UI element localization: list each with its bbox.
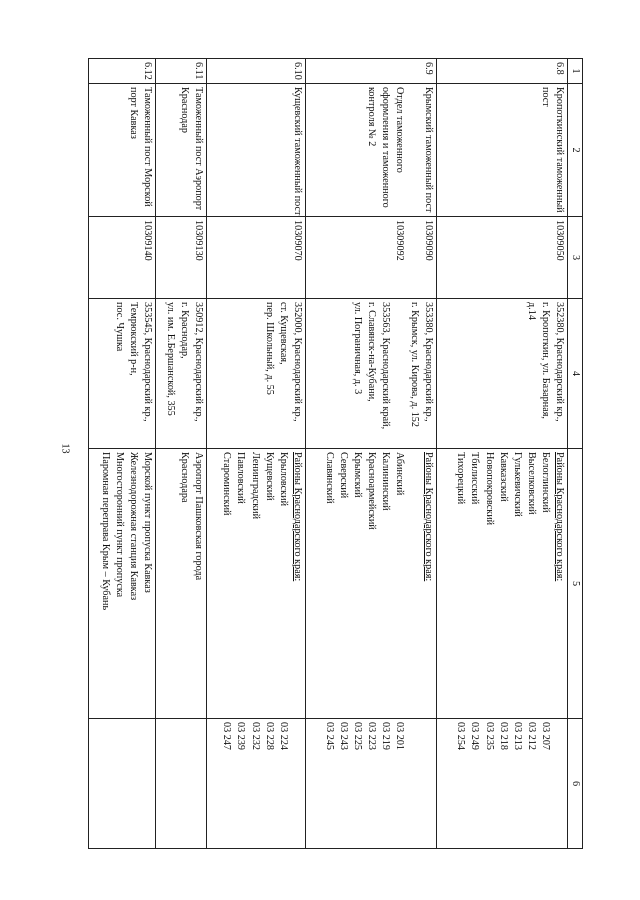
region-name: Аэропорт Пашковская города xyxy=(193,452,205,581)
region-name: Морской пункт пропуска Кавказ xyxy=(142,452,153,593)
region-code: 03 201 xyxy=(394,722,406,751)
post-code-cell xyxy=(305,217,437,299)
region-code: 03 243 xyxy=(338,722,349,751)
address-cell xyxy=(305,299,437,449)
region-name: Гулькевичский xyxy=(511,452,523,517)
region-name: Паромная переправа Крым – Кубань xyxy=(99,452,111,611)
table-row xyxy=(437,59,568,849)
region-code: 03 254 xyxy=(455,722,467,751)
row-number: 6.9 xyxy=(305,59,437,84)
address-cell xyxy=(437,299,568,449)
address-line: г. Краснодар, xyxy=(178,302,190,359)
table-row xyxy=(305,59,437,849)
region-code: 03 207 xyxy=(539,722,551,751)
region-codes-cell xyxy=(156,719,207,849)
post-name-cell xyxy=(207,84,306,217)
region-name: Многосторонний пункт пропуска xyxy=(113,452,125,598)
address-cell xyxy=(89,299,156,449)
region-name: Новопокровский xyxy=(483,452,495,526)
region-code: 03 228 xyxy=(263,722,275,751)
post-name-cell xyxy=(305,84,437,217)
region-code: 03 245 xyxy=(323,722,335,751)
address-line: Темрюкский р-н, xyxy=(127,302,139,376)
region-codes-cell xyxy=(89,719,156,849)
region-name: Выселковский xyxy=(525,452,537,515)
header-cell: 2 xyxy=(567,84,582,217)
post-code-cell xyxy=(207,217,306,299)
region-name: Краснодара xyxy=(178,452,190,503)
region-name: Тихорецкий xyxy=(455,452,467,505)
region-name: Староминский xyxy=(221,452,233,516)
region-name: Северский xyxy=(338,452,349,499)
region-code: 03 232 xyxy=(249,722,261,751)
header-row xyxy=(567,59,582,849)
region-name: Павловский xyxy=(235,452,247,504)
post-code-cell xyxy=(156,217,207,299)
regions-cell xyxy=(437,449,568,719)
post-name-line: Таможенный пост Аэропорт xyxy=(193,87,205,211)
address-line: ст. Кущевская, xyxy=(277,302,289,365)
region-name: Крыловский xyxy=(277,452,289,507)
post-code: 10309050 xyxy=(553,220,565,261)
regions-cell xyxy=(207,449,306,719)
region-name: Крымский xyxy=(352,452,364,498)
regions-cell xyxy=(156,449,207,719)
region-code: 03 225 xyxy=(352,722,364,751)
region-name: Калининский xyxy=(380,452,392,511)
region-name: Славянский xyxy=(323,452,335,504)
page-number: 13 xyxy=(59,443,71,454)
regions-heading: Районы Краснодарского края: xyxy=(291,452,303,582)
region-codes-cell xyxy=(437,719,568,849)
region-name: Белоглинский xyxy=(539,452,551,513)
address-line: ул. им. Е.Бершанской, 355 xyxy=(164,302,176,416)
post-name-cell xyxy=(437,84,568,217)
post-name-line: Кущевский таможенный пост xyxy=(291,87,303,216)
region-code: 03 223 xyxy=(366,722,378,751)
address-cell xyxy=(156,299,207,449)
regions-cell xyxy=(305,449,437,719)
table-row xyxy=(156,59,207,849)
regions-heading: Районы Краснодарского края: xyxy=(423,452,435,582)
regions-heading: Районы Краснодарского края: xyxy=(553,452,565,582)
address-line: пер. Школьный, д. 55 xyxy=(263,302,275,395)
address-line: 350912, Краснодарский кр., xyxy=(193,302,205,422)
region-code: 03 224 xyxy=(277,722,289,751)
region-code: 03 247 xyxy=(221,722,233,751)
department-address-line: ул. Пограничная, д. 3 xyxy=(352,302,364,395)
post-code: 10309140 xyxy=(142,220,153,261)
table-row xyxy=(207,59,306,849)
post-code: 10309070 xyxy=(291,220,303,261)
region-name: Красноармейский xyxy=(366,452,378,530)
post-code-cell xyxy=(437,217,568,299)
region-code: 03 239 xyxy=(235,722,247,751)
row-number: 6.8 xyxy=(437,59,568,84)
post-name-line: Таможенный пост Морской xyxy=(142,87,153,207)
address-cell xyxy=(207,299,306,449)
post-name-line: Краснодар xyxy=(178,87,190,133)
department-address-line: г. Славянск-на-Кубани, xyxy=(366,302,378,402)
regions-cell xyxy=(89,449,156,719)
region-name: Железнодорожная станция Кавказ xyxy=(127,452,139,601)
region-name: Кавказский xyxy=(497,452,509,502)
header-cell: 6 xyxy=(567,719,582,849)
region-name: Кущевский xyxy=(263,452,275,501)
post-name-line: пост xyxy=(539,87,551,107)
post-code-cell xyxy=(89,217,156,299)
row-number: 6.11 xyxy=(156,59,207,84)
table-row xyxy=(89,59,156,849)
header-cell: 4 xyxy=(567,299,582,449)
department-name-line: оформления и таможенного xyxy=(380,87,392,208)
post-name-line: порт Кавказ xyxy=(127,87,139,139)
region-code: 03 218 xyxy=(497,722,509,751)
post-code: 10309130 xyxy=(193,220,205,261)
region-codes-cell xyxy=(207,719,306,849)
post-name-line: Кропоткинский таможенный xyxy=(553,87,565,213)
address-line: 352380, Краснодарский кр., xyxy=(553,302,565,422)
post-name-line: Крымский таможенный пост xyxy=(423,87,435,213)
department-name-line: Отдел таможенного xyxy=(394,87,406,173)
department-code: 10309092 xyxy=(394,220,406,261)
region-code: 03 212 xyxy=(525,722,537,751)
rotated-table-container xyxy=(88,58,583,848)
region-name: Абинский xyxy=(394,452,406,496)
address-line: г. Крымск, ул. Кирова, д. 152 xyxy=(409,302,421,427)
post-code: 10309090 xyxy=(423,220,435,261)
region-name: Ленинградский xyxy=(249,452,261,520)
address-line: пос. Чушка xyxy=(113,302,125,352)
header-cell: 5 xyxy=(567,449,582,719)
department-address-line: 353563, Краснодарский край, xyxy=(380,302,392,430)
address-line: 353380, Краснодарский кр., xyxy=(423,302,435,422)
address-line: г. Кропоткин, ул. Базарная, xyxy=(539,302,551,419)
row-number: 6.10 xyxy=(207,59,306,84)
header-cell: 1 xyxy=(567,59,582,84)
row-number: 6.12 xyxy=(89,59,156,84)
region-code: 03 249 xyxy=(469,722,481,751)
region-codes-cell xyxy=(305,719,437,849)
address-line: 353545, Краснодарский кр., xyxy=(142,302,153,422)
post-name-cell xyxy=(156,84,207,217)
address-line: д.14 xyxy=(525,302,537,320)
department-name-line: контроля № 2 xyxy=(366,87,378,147)
post-name-cell xyxy=(89,84,156,217)
header-cell: 3 xyxy=(567,217,582,299)
region-code: 03 235 xyxy=(483,722,495,751)
region-code: 03 219 xyxy=(380,722,392,751)
address-line: 352000, Краснодарский кр., xyxy=(291,302,303,422)
customs-posts-table xyxy=(88,58,583,849)
region-code: 03 213 xyxy=(511,722,523,751)
region-name: Тбилисский xyxy=(469,452,481,505)
